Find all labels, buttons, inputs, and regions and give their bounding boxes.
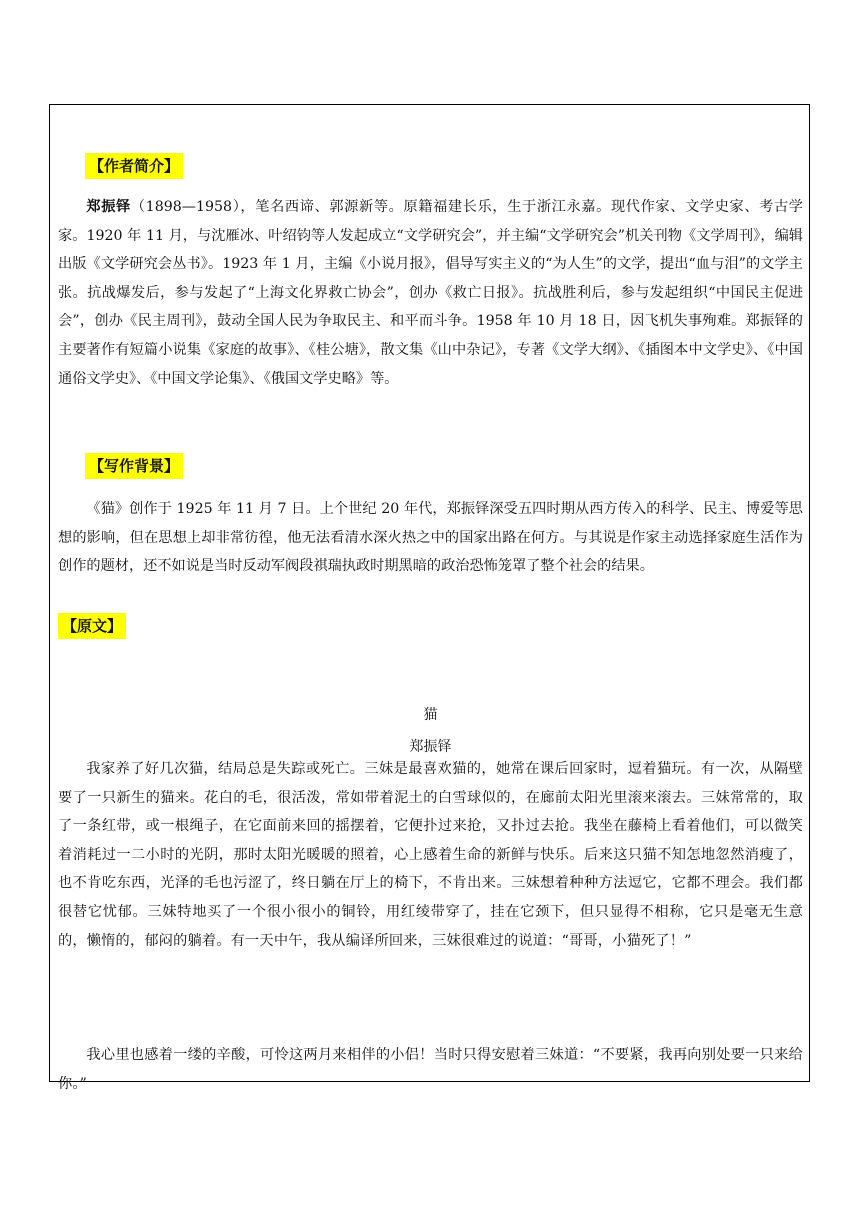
story-author: 郑振铎 — [409, 739, 452, 755]
author-name: 郑振铎 — [86, 199, 131, 215]
author-intro-heading: 【作者简介】 — [85, 153, 183, 179]
story-title: 猫 — [423, 707, 438, 723]
author-intro-text: （1898—1958），笔名西谛、郭源新等。原籍福建长乐，生于浙江永嘉。现代作家、文学史家、考古学家。1920 年 11 月，与沈雁冰、叶绍钧等人发起成立“文学研究会”，并主编“文学研究会”机关刊物《文学周刊》，编辑出版《文学研究会丛书》。1923 年 1 月，主编《小说月报》，倡导写实主义的“为人生”的文学，提出“血与泪”的文学主张。抗战爆发后，参与发起了“上海文化界救亡协会”，创办《救亡日报》。抗战胜利后，参与发起组织“中国民主促进会”，创办《民主周刊》，鼓动全国人民为争取民主、和平而斗争。1958 年 10 月 18 日，因飞机失事殉难。郑振铎的主要著作有短篇小说集《家庭的故事》、《桂公塘》，散文集《山中杂记》，专著《文学大纲》、《插图本中文学史》、《中国通俗文学史》、《中国文学论集》、《俄国文学史略》等。 — [58, 199, 803, 387]
story-paragraph-1: 我家养了好几次猫，结局总是失踪或死亡。三妹是最喜欢猫的，她常在课后回家时，逗着猫玩。有一次，从隔壁要了一只新生的猫来。花白的毛，很活泼，常如带着泥土的白雪球似的，在廊前太阳光里滚来滚去。三妹常常的，取了一条红带，或一根绳子，在它面前来回的摇摆着，它便扑过来抢，又扑过去抢。我坐在藤椅上看着他们，可以微笑着消耗过一二小时的光阴，那时太阳光暖暖的照着，心上感着生命的新鲜与快乐。后来这只猫不知怎地忽然消瘦了，也不肯吃东西，光泽的毛也污涩了，终日躺在厅上的椅下，不肯出来。三妹想着种种方法逗它，它都不理会。我们都很替它忧郁。三妹特地买了一个很小很小的铜铃，用红绫带穿了，挂在它颈下，但只显得不相称，它只是毫无生意的，懒惰的，郁闷的躺着。有一天中午，我从编译所回来，三妹很难过的说道：“哥哥，小猫死了！” — [58, 761, 803, 949]
writing-background-paragraph: 《猫》创作于 1925 年 11 月 7 日。上个世纪 20 年代，郑振铎深受五四时期从西方传入的科学、民主、博爱等思想的影响，但在思想上却非常彷徨，他无法看清水深火热之中的国家出路在何方。与其说是作家主动选择家庭生活作为创作的题材，还不如说是当时反动军阀段祺瑞执政时期黑暗的政治恐怖笼罩了整个社会的结果。 — [58, 501, 803, 575]
writing-background-heading: 【写作背景】 — [85, 453, 183, 479]
original-text-heading: 【原文】 — [58, 613, 126, 639]
document-frame — [49, 104, 810, 1092]
story-paragraph-2: 我心里也感着一缕的辛酸，可怜这两月来相伴的小侣！当时只得安慰着三妹道：“不要紧，我再向别处要一只来给你。” — [58, 1047, 803, 1092]
author-intro-paragraph — [58, 193, 803, 393]
